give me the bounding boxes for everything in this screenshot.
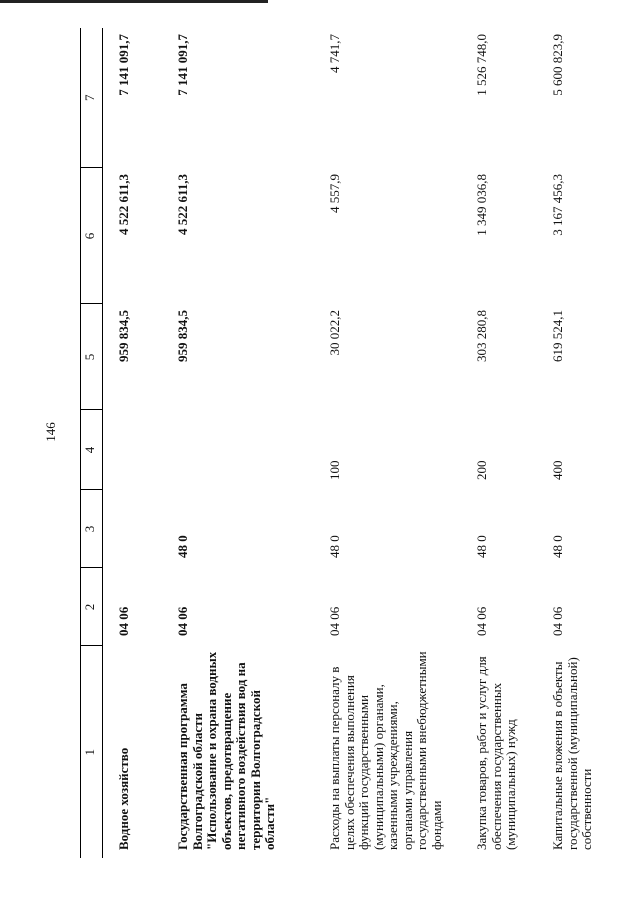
- expense-type-code: 200: [474, 460, 489, 480]
- header-cell: 6: [81, 168, 103, 304]
- table-row: [103, 28, 167, 858]
- amount-col5: 303 280,8: [474, 310, 489, 362]
- row-name: Капитальные вложения в объекты государственной (муниципальной) собственности: [550, 657, 594, 850]
- top-rule: [0, 0, 268, 3]
- table-row: [166, 28, 322, 858]
- header-cell: 7: [81, 28, 103, 168]
- header-cell: 5: [81, 304, 103, 410]
- table-header-row: [81, 28, 103, 858]
- header-cell: 1: [81, 646, 103, 858]
- header-cell: 2: [81, 568, 103, 646]
- amount-col7: 5 600 823,9: [550, 34, 565, 96]
- budget-table-rotated: [80, 28, 605, 858]
- amount-col6: 4 522 611,3: [116, 174, 131, 236]
- amount-col7: 7 141 091,7: [116, 34, 131, 96]
- amount-col7: 4 741,7: [327, 34, 342, 73]
- amount-col5: 959 834,5: [175, 310, 190, 362]
- amount-col6: 4 557,9: [327, 174, 342, 213]
- row-name: Государственная программа Волгоградской области "Использование и охрана водных объектов, предотвращение негативного воздействия вод на территории Волгоградской области": [175, 651, 277, 850]
- expense-type-code: 400: [550, 460, 565, 480]
- budget-table: [80, 28, 634, 858]
- header-cell: 4: [81, 410, 103, 490]
- expense-type-code: 100: [327, 460, 342, 480]
- section-code: 04 06: [175, 606, 190, 636]
- table-row: [469, 28, 545, 858]
- amount-col7: 7 141 091,7: [175, 34, 190, 96]
- page-number: 146: [43, 422, 58, 442]
- row-name: Водное хозяйство: [116, 747, 131, 850]
- program-code: [103, 490, 167, 568]
- program-code: 48 0: [175, 535, 190, 558]
- amount-col7: 1 526 748,0: [474, 34, 489, 96]
- amount-col5: 959 834,5: [116, 310, 131, 362]
- table-row: [545, 28, 634, 858]
- budget-table-container: [80, 28, 605, 858]
- row-name: Закупка товаров, работ и услуг для обеспечения государственных (муниципальных) нужд: [474, 656, 518, 850]
- amount-col6: 1 349 036,8: [474, 174, 489, 236]
- amount-col6: 4 522 611,3: [175, 174, 190, 236]
- expense-type-code: [166, 410, 322, 490]
- program-code: 48 0: [550, 535, 565, 558]
- section-code: 04 06: [116, 606, 131, 636]
- expense-type-code: [103, 410, 167, 490]
- amount-col5: 30 022,2: [327, 310, 342, 356]
- amount-col5: 619 524,1: [550, 310, 565, 362]
- section-code: 04 06: [327, 606, 342, 636]
- program-code: 48 0: [474, 535, 489, 558]
- header-cell: 3: [81, 490, 103, 568]
- row-name: Расходы на выплаты персоналу в целях обеспечения выполнения функций государственными (муниципальными) органами, казенными учреждениями, органами управления государственными внебюджетными фондами: [327, 651, 444, 850]
- table-row: [322, 28, 469, 858]
- section-code: 04 06: [550, 606, 565, 636]
- amount-col6: 3 167 456,3: [550, 174, 565, 236]
- section-code: 04 06: [474, 606, 489, 636]
- program-code: 48 0: [327, 535, 342, 558]
